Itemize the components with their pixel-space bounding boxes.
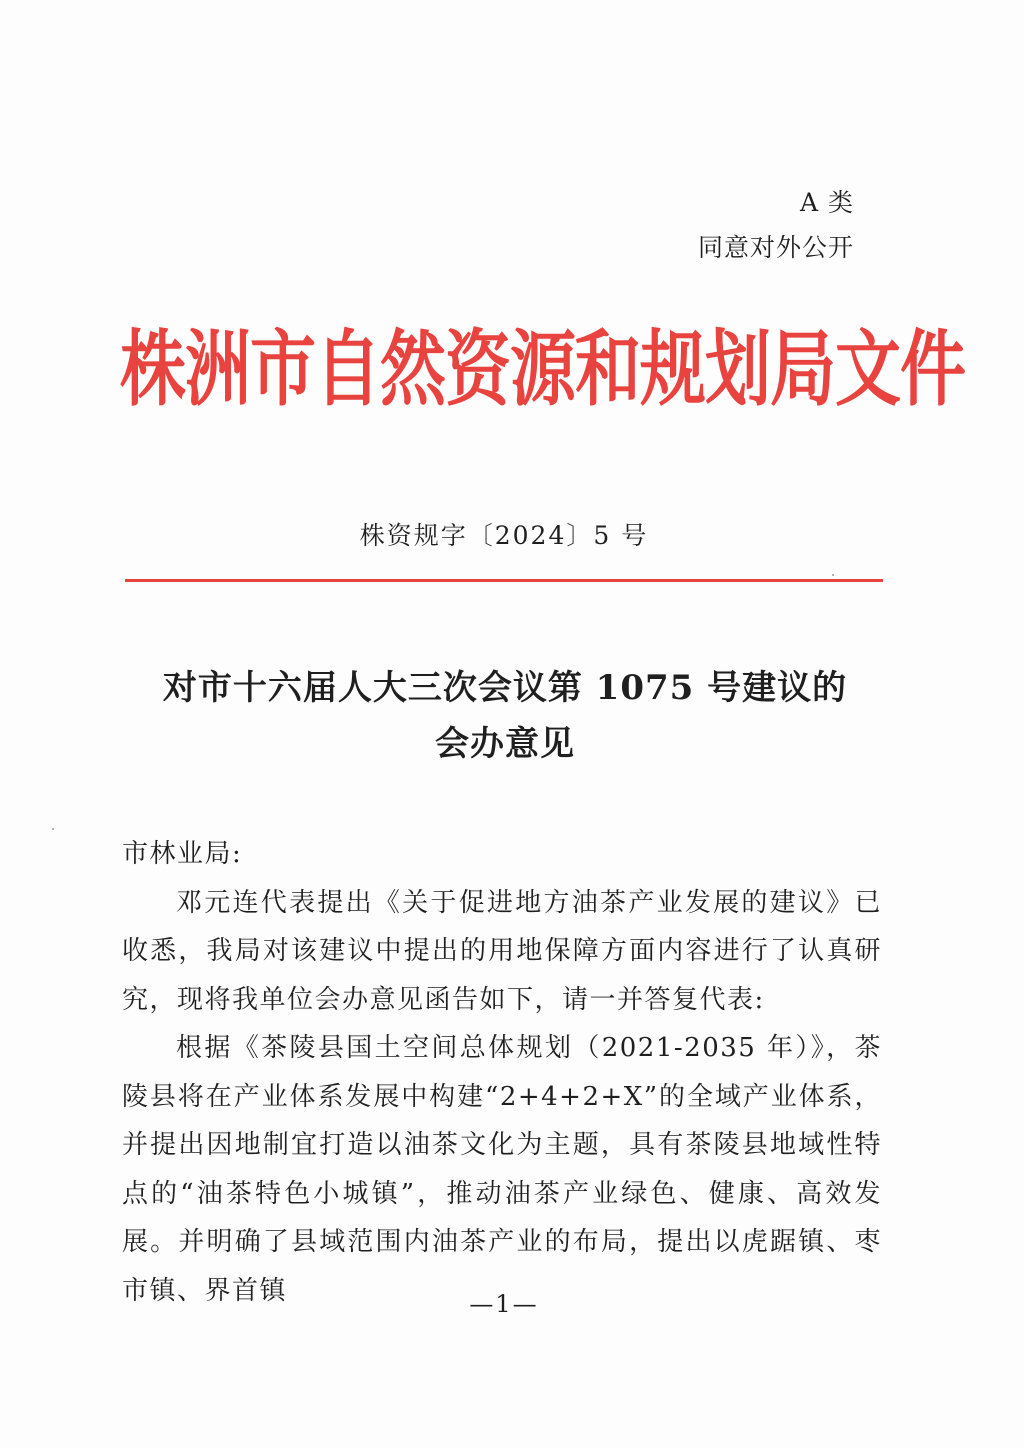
body-paragraph: 根据《茶陵县国土空间总体规划（2021-2035 年）》，茶陵县将在产业体系发展中构建“2+4+2+X”的全域产业体系，并提出因地制宜打造以油茶文化为主题，具有茶陵县地域性特点的“油茶特色小城镇”，推动油茶产业绿色、健康、高效发展。并明确了县域范围内油茶产业的布局，提出以虎踞镇、枣市镇、界首镇	[122, 1033, 882, 1306]
category-label: A 类	[799, 188, 854, 217]
salutation: 市林业局:	[122, 839, 243, 869]
scan-speck	[832, 574, 834, 576]
page-number: —1—	[469, 1290, 539, 1318]
body-paragraph: 邓元连代表提出《关于促进地方油茶产业发展的建议》已收悉，我局对该建议中提出的用地保障方面内容进行了认真研究，现将我单位会办意见函告如下，请一并答复代表:	[122, 887, 882, 1015]
document-number: 株资规字〔2024〕5 号	[359, 521, 649, 550]
scan-speck	[52, 828, 54, 830]
disclosure-label: 同意对外公开	[697, 233, 854, 262]
red-divider	[125, 579, 883, 582]
subject-title-line-2: 会办意见	[435, 724, 575, 764]
classification-block	[698, 180, 854, 270]
subject-title	[100, 660, 910, 772]
subject-title-line-1: 对市十六届人大三次会议第 1075 号建议的	[162, 668, 848, 708]
issuer-title: 株洲市自然资源和规划局文件	[120, 321, 965, 418]
body-text	[122, 830, 882, 1315]
